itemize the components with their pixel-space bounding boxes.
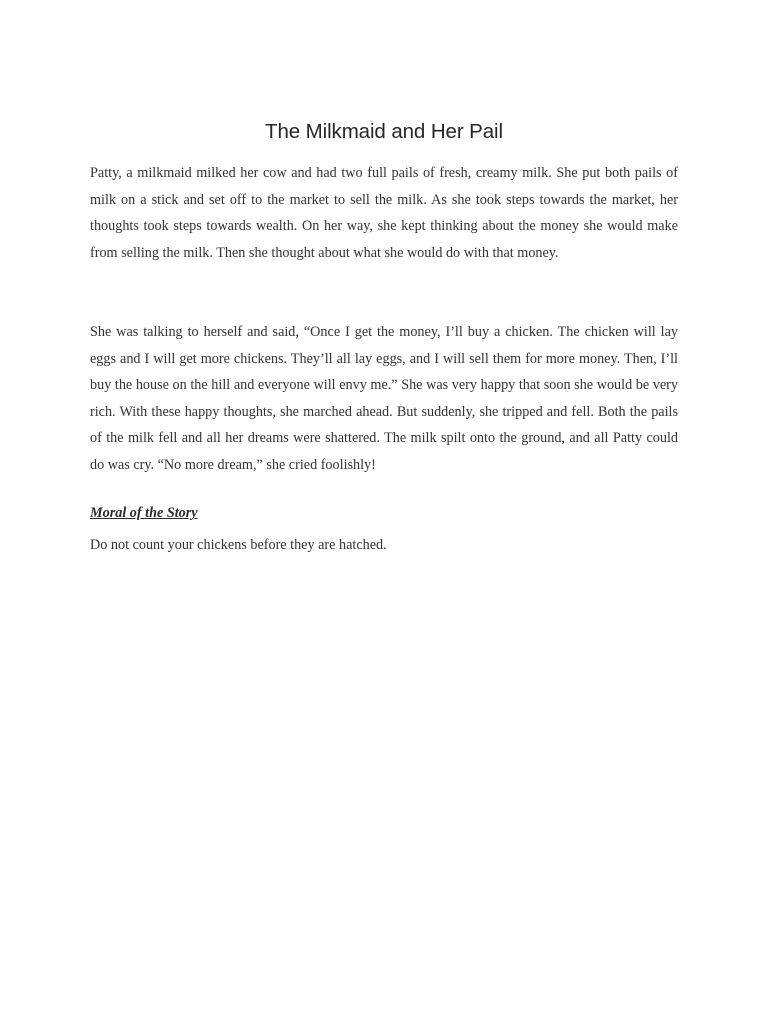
story-paragraph-2: She was talking to herself and said, “Once I get the money, I’ll buy a chicken. The chicken will lay eggs and I will get more chickens. They’ll all lay eggs, and I will sell them for more money. Then, I’ll buy the house on the hill and everyone will envy me.” She was very happy that soon she would be very rich. With these happy thoughts, she marched ahead. But suddenly, she tripped and fell. Both the pails of the milk fell and all her dreams were shattered. The milk spilt onto the ground, and all Patty could do was cry. “No more dream,” she cried foolishly! (90, 324, 678, 473)
moral-heading: Moral of the Story (90, 505, 198, 521)
story-paragraph-1: Patty, a milkmaid milked her cow and had two full pails of fresh, creamy milk. She put both pails of milk on a stick and set off to the market to sell the milk. As she took steps towards the market, her thoughts took steps towards wealth. On her way, she kept thinking about the money she would make from selling the milk. Then she thought about what she would do with that money. (90, 165, 678, 261)
moral-text: Do not count your chickens before they are hatched. (90, 537, 387, 553)
document-title: The Milkmaid and Her Pail (265, 120, 503, 143)
